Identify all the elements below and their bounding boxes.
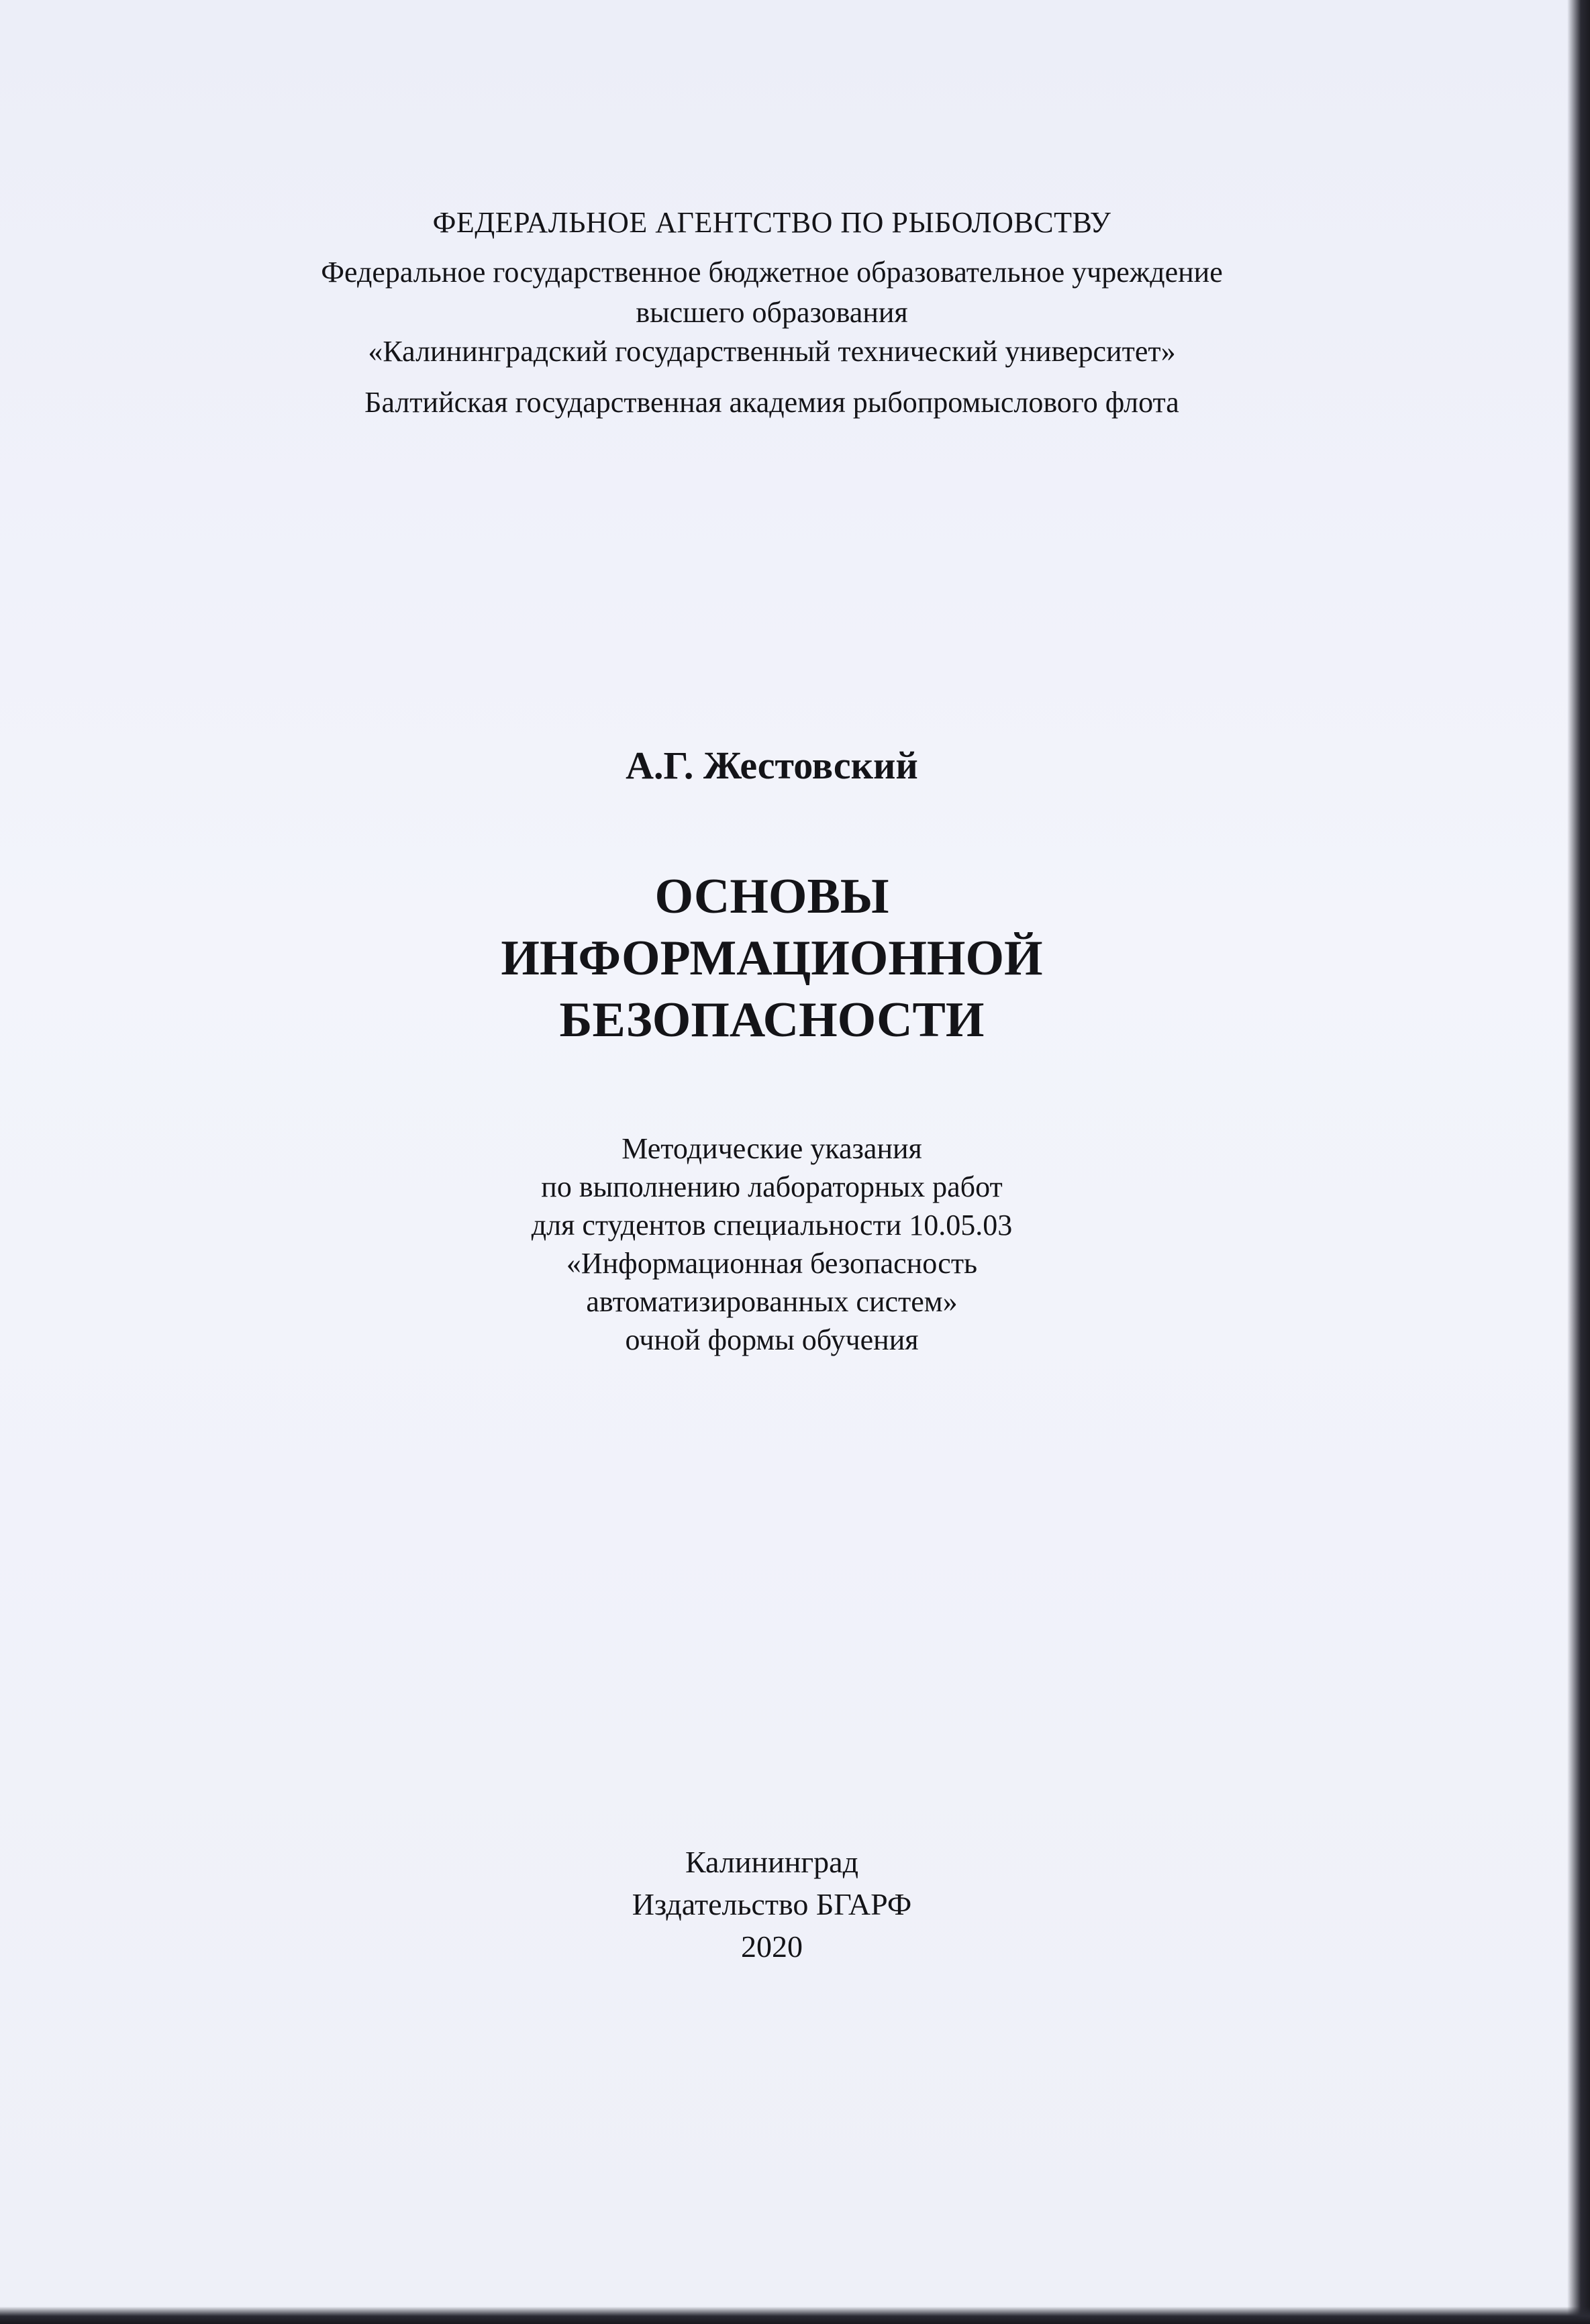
- imprint: [0, 1841, 1544, 1968]
- author-block: [0, 742, 1544, 789]
- publication-city: Калининград: [685, 1845, 858, 1879]
- institution-line-3: «Калининградский государственный технический университет»: [368, 335, 1176, 368]
- document-title: [0, 866, 1544, 1051]
- institution-line-2: высшего образования: [636, 296, 908, 329]
- title-line-2: ИНФОРМАЦИОННОЙ: [501, 931, 1043, 986]
- subtitle-line-6: очной формы обучения: [625, 1323, 919, 1356]
- agency-name: ФЕДЕРАЛЬНОЕ АГЕНТСТВО ПО РЫБОЛОВСТВУ: [432, 206, 1111, 239]
- subtitle-line-5: автоматизированных систем»: [586, 1285, 958, 1318]
- author-name: А.Г. Жестовский: [626, 744, 918, 787]
- subtitle-line-3: для студентов специальности 10.05.03: [531, 1209, 1013, 1242]
- subtitle-line-4: «Информационная безопасность: [566, 1247, 978, 1280]
- publication-year: 2020: [741, 1929, 803, 1964]
- scan-border-right: [1567, 0, 1590, 2324]
- document-subtitle: [0, 1129, 1544, 1359]
- scan-border-bottom: [0, 2307, 1590, 2324]
- header: [0, 201, 1544, 424]
- academy-name: Балтийская государственная академия рыбопромыслового флота: [364, 386, 1179, 419]
- institution-line-1: Федеральное государственное бюджетное образовательное учреждение: [321, 256, 1223, 289]
- subtitle-line-2: по выполнению лабораторных работ: [541, 1170, 1003, 1203]
- title-line-3: БЕЗОПАСНОСТИ: [559, 993, 985, 1048]
- publisher-name: Издательство БГАРФ: [632, 1887, 912, 1921]
- subtitle-line-1: Методические указания: [622, 1132, 922, 1165]
- title-line-1: ОСНОВЫ: [654, 869, 889, 924]
